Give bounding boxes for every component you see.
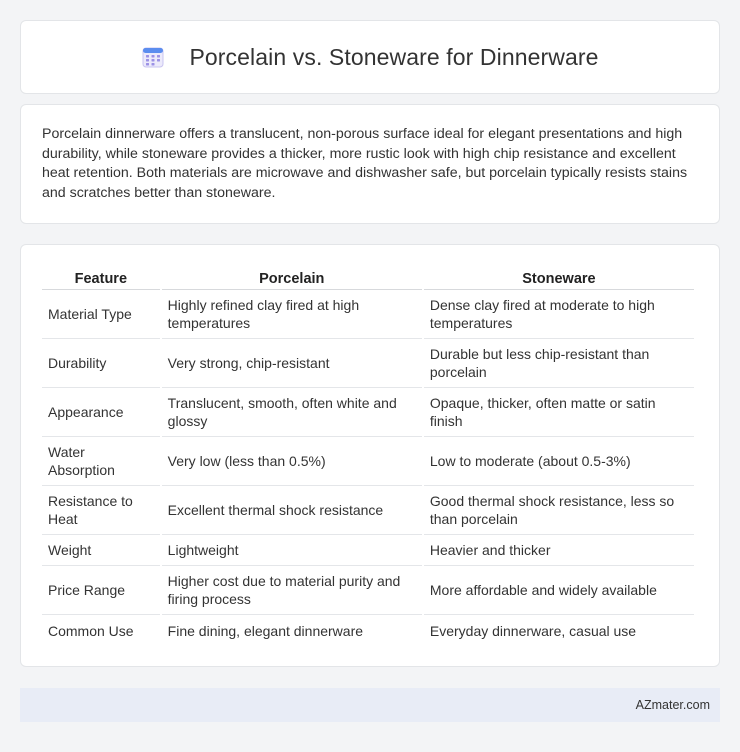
cell-feature: Water Absorption [42, 437, 160, 486]
footer-brand: AZmater.com [635, 698, 710, 712]
table-row [42, 437, 694, 486]
cell-stoneware: Good thermal shock resistance, less so than porcelain [424, 486, 694, 535]
header-card [20, 20, 720, 94]
cell-stoneware: More affordable and widely available [424, 566, 694, 615]
cell-porcelain: Fine dining, elegant dinnerware [167, 622, 364, 639]
cell-porcelain: Translucent, smooth, often white and glossy [162, 388, 422, 437]
cell-stoneware: Opaque, thicker, often matte or satin finish [424, 388, 694, 437]
comparison-card [20, 244, 720, 667]
table-header-row [42, 265, 694, 290]
calendar-icon [141, 45, 165, 69]
cell-feature: Material Type [42, 290, 160, 339]
cell-porcelain: Lightweight [162, 535, 422, 566]
cell-feature: Weight [42, 535, 160, 566]
footer [20, 688, 720, 722]
table-row [42, 290, 694, 339]
cell-porcelain: Very strong, chip-resistant [162, 339, 422, 388]
table-row [42, 339, 694, 388]
page-title: Porcelain vs. Stoneware for Dinnerware [189, 43, 599, 70]
cell-porcelain: Excellent thermal shock resistance [162, 486, 422, 535]
intro-paragraph: Porcelain dinnerware offers a translucent, non-porous surface ideal for elegant presentations and high durability, while stoneware provides a thicker, more rustic look with high chip resistance and excellent heat retention. Both materials are microwave and dishwasher safe, but porcelain typically resists stains and scratches better than stoneware. [42, 126, 688, 201]
cell-feature: Durability [42, 339, 160, 388]
table-row [42, 486, 694, 535]
intro-card [20, 104, 720, 224]
table-row [42, 615, 694, 646]
cell-feature: Common Use [48, 622, 134, 639]
title-wrap [141, 44, 598, 71]
table-row [42, 388, 694, 437]
cell-stoneware: Everyday dinnerware, casual use [429, 622, 637, 639]
cell-stoneware: Heavier and thicker [424, 535, 694, 566]
cell-feature: Appearance [42, 388, 160, 437]
cell-stoneware: Durable but less chip-resistant than porcelain [424, 339, 694, 388]
cell-porcelain: Very low (less than 0.5%) [162, 437, 422, 486]
header-stoneware: Stoneware [424, 265, 694, 290]
header-feature: Feature [42, 265, 160, 290]
cell-porcelain: Higher cost due to material purity and firing process [162, 566, 422, 615]
table-row [42, 535, 694, 566]
cell-feature: Resistance to Heat [42, 486, 160, 535]
cell-stoneware: Low to moderate (about 0.5-3%) [424, 437, 694, 486]
cell-porcelain: Highly refined clay fired at high temperatures [162, 290, 422, 339]
header-porcelain: Porcelain [162, 265, 422, 290]
cell-feature: Price Range [42, 566, 160, 615]
cell-stoneware: Dense clay fired at moderate to high temperatures [424, 290, 694, 339]
comparison-table [40, 265, 696, 646]
table-row [42, 566, 694, 615]
